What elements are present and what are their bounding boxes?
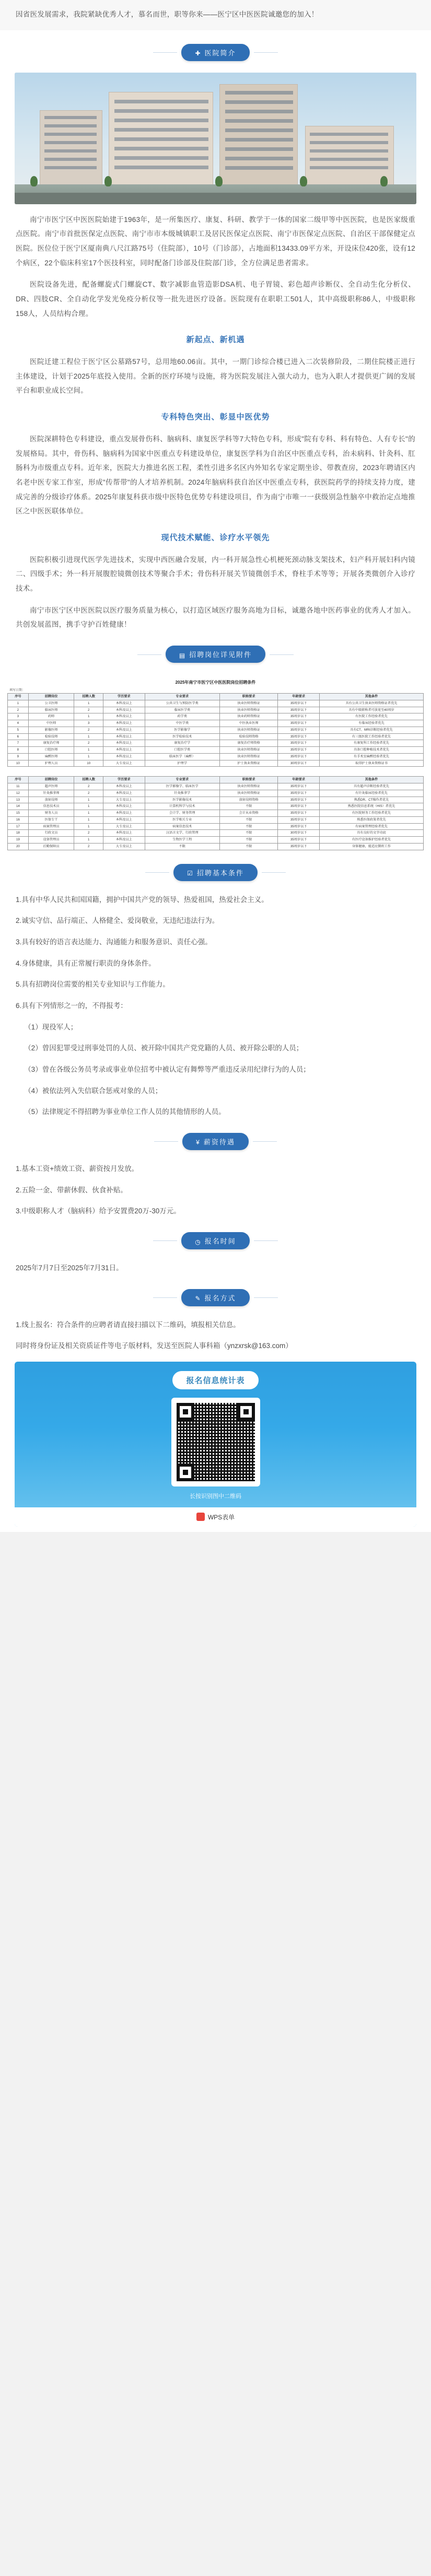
table-header-cell: 其他条件 [319, 777, 423, 783]
table-cell: 大专及以上 [103, 843, 145, 850]
checklist-icon: ☑ [187, 870, 194, 877]
table-cell: 不限 [219, 803, 277, 810]
recruit-table-1-meta: 填写日期： [9, 689, 26, 693]
table-row [8, 753, 424, 760]
table-cell: 有病案管理经验者优先 [319, 823, 423, 830]
table-cell: 财务人员 [28, 810, 74, 817]
table-cell: 中医师 [28, 720, 74, 727]
table-cell: 熟悉DR、CT操作者优先 [319, 797, 423, 803]
table-cell: 本科及以上 [103, 740, 145, 747]
table-row [8, 803, 424, 810]
section-pill-basic-conditions [173, 864, 258, 881]
table-cell: 本科及以上 [103, 816, 145, 823]
table-cell: 8 [8, 747, 29, 754]
table-header-cell: 招聘岗位 [28, 777, 74, 783]
condition-item: 1.具有中华人民共和国国籍，拥护中国共产党的领导、热爱祖国，热爱社会主义。 [16, 895, 269, 904]
table-cell: 本科及以上 [103, 727, 145, 733]
table-cell: 本科及以上 [103, 713, 145, 720]
section-label-signup-time: 报名时间 [204, 1237, 236, 1245]
table-cell: 1 [74, 700, 103, 707]
table-cell: 取得护士执业资格证书 [319, 760, 423, 767]
recruit-table-1-block [0, 672, 431, 767]
table-cell: 生物医学工程 [145, 837, 219, 844]
table-cell: 35周岁以下 [278, 823, 320, 830]
table-cell: 35周岁以下 [278, 733, 320, 740]
signup-time-block [0, 1259, 431, 1275]
table-header-cell: 其他条件 [319, 694, 423, 700]
table-cell: 35周岁以下 [278, 843, 320, 850]
table-cell: 口腔医学类 [145, 747, 219, 754]
table-cell: 设备管理员 [28, 837, 74, 844]
table-cell: 行政文员 [28, 830, 74, 837]
table-cell: 后勤保障员 [28, 843, 74, 850]
table-cell: 执业医师资格证 [219, 747, 277, 754]
table-cell: 护士执业资格证 [219, 760, 277, 767]
table-header-cell: 招聘岗位 [28, 694, 74, 700]
table-cell: 检验技师 [28, 733, 74, 740]
table-cell: 35周岁以下 [278, 797, 320, 803]
table-cell: 具有良好的文字功底 [319, 830, 423, 837]
hero-image-container [0, 71, 431, 209]
table-cell: 不限 [219, 816, 277, 823]
table-cell: 2 [74, 783, 103, 790]
section-header-salary [0, 1133, 431, 1150]
recruit-table-1 [7, 693, 424, 767]
table-cell: 本科及以上 [103, 790, 145, 797]
recruit-table-2-block [0, 767, 431, 850]
table-cell: 2 [74, 727, 103, 733]
table-cell: 不限 [219, 837, 277, 844]
qr-footer-label: WPS表单 [207, 1513, 235, 1521]
table-cell: 计算机科学与技术 [145, 803, 219, 810]
table-cell: 15 [8, 810, 29, 817]
table-cell: 有康复科工作经验者优先 [319, 740, 423, 747]
table-cell: 1 [74, 747, 103, 754]
table-cell: 中医学类 [145, 720, 219, 727]
table-header-row [8, 694, 424, 700]
section-pill-overview [181, 44, 249, 61]
table-cell: 不限 [145, 843, 219, 850]
table-cell: 35周岁以下 [278, 720, 320, 727]
table-cell: 本科及以上 [103, 837, 145, 844]
table-row [8, 843, 424, 850]
table-cell: 本科及以上 [103, 733, 145, 740]
table-cell: 4 [8, 720, 29, 727]
table-cell: 汉语言文学、行政管理 [145, 830, 219, 837]
table-cell: 有医疗设备维护经验者优先 [319, 837, 423, 844]
apply-item: 同时将身份证及相关资质证件等电子版材料，发送至医院人事科箱（ynzxrsk@163.com） [16, 1342, 293, 1350]
table-cell: 30周岁以下 [278, 760, 320, 767]
table-cell: 本科及以上 [103, 720, 145, 727]
intro-banner [0, 0, 431, 30]
table-cell: 35周岁以下 [278, 753, 320, 760]
hospital-building-photo [15, 73, 416, 204]
section-label-basic-conditions: 招聘基本条件 [196, 869, 244, 877]
table-cell: 药学类 [145, 713, 219, 720]
condition-item: 6.具有下列情形之一的，不得报考： [16, 1001, 127, 1010]
table-cell: 医学影像技术 [145, 797, 219, 803]
table-cell: 35周岁以下 [278, 783, 320, 790]
qr-code-frame[interactable] [171, 1398, 260, 1486]
table-cell: 35周岁以下 [278, 837, 320, 844]
table-cell: 35周岁以下 [278, 816, 320, 823]
table-cell: 14 [8, 803, 29, 810]
table-header-cell: 学历要求 [103, 694, 145, 700]
subheading-new-start: 新起点、新机遇 [186, 335, 245, 345]
table-cell: 本科及以上 [103, 783, 145, 790]
table-cell: 医学相关专业 [145, 816, 219, 823]
table-header-cell: 专业要求 [145, 694, 219, 700]
table-header-cell: 招聘人数 [74, 777, 103, 783]
subheading-specialty: 专科特色突出、彰显中医优势 [161, 413, 270, 422]
table-cell: 公共卫生与预防医学类 [145, 700, 219, 707]
table-cell: 麻醉医师 [28, 753, 74, 760]
table-cell: 针灸推拿师 [28, 790, 74, 797]
table-cell: 13 [8, 797, 29, 803]
table-cell: 5 [8, 727, 29, 733]
overview-section [0, 209, 431, 632]
table-cell: 康复治疗学 [145, 740, 219, 747]
table-cell: 病案信息技术 [145, 823, 219, 830]
table-cell: 护理人员 [28, 760, 74, 767]
table-cell: 医学检验技术 [145, 733, 219, 740]
qr-signup-card[interactable] [15, 1362, 416, 1527]
table-row [8, 747, 424, 754]
recruit-table-2 [7, 776, 424, 850]
table-cell: 本科及以上 [103, 700, 145, 707]
table-cell: 35周岁以下 [278, 810, 320, 817]
table-header-cell: 职称要求 [219, 694, 277, 700]
salary-item: 1.基本工资+绩效工资、薪资按月发放。 [16, 1164, 139, 1173]
section-label-recruit-plan: 招聘岗位详见附件 [189, 651, 252, 659]
table-row [8, 810, 424, 817]
table-cell: 临床医学类 [145, 707, 219, 713]
qr-code-image[interactable] [177, 1403, 255, 1481]
table-cell: 医学影像学、临床医学 [145, 783, 219, 790]
wps-logo-icon [196, 1513, 205, 1521]
table-cell: 35周岁以下 [278, 727, 320, 733]
table-cell: 针灸推拿学 [145, 790, 219, 797]
table-cell: 熟悉医保政策者优先 [319, 816, 423, 823]
table-cell: 执业医师资格证 [219, 727, 277, 733]
table-cell: 2 [74, 740, 103, 747]
intro-text: 因省医发展需求，我院紧缺优秀人才，慕名而世，职等你来——医宁区中医医院诚邀您的加入！ [16, 10, 319, 18]
table-cell: 有三级医院工作经验者优先 [319, 733, 423, 740]
signup-time-text: 2025年7月7日至2025年7月31日。 [16, 1263, 123, 1272]
condition-subitem: （4）被依法列入失信联合惩戒对象的人员； [24, 1086, 162, 1095]
table-cell: 身体健康，能适应倒班工作 [319, 843, 423, 850]
table-cell: 具有中级职称者可放宽至40周岁 [319, 707, 423, 713]
table-cell: 1 [74, 810, 103, 817]
pencil-icon: ✎ [195, 1295, 202, 1303]
table-cell: 不限 [219, 823, 277, 830]
table-header-cell: 序号 [8, 777, 29, 783]
section-header-apply [0, 1289, 431, 1306]
condition-subitem: （5）法律规定不得招聘为事业单位工作人员的其他情形的人员。 [24, 1108, 226, 1116]
table-row [8, 823, 424, 830]
table-cell: 10 [8, 760, 29, 767]
table-cell: 1 [74, 797, 103, 803]
table-cell: 6 [8, 733, 29, 740]
table-header-cell: 年龄要求 [278, 777, 320, 783]
table-cell: 35周岁以下 [278, 803, 320, 810]
section-pill-apply [181, 1289, 249, 1306]
table-cell: 本科及以上 [103, 753, 145, 760]
table-cell: 1 [74, 816, 103, 823]
table-row [8, 713, 424, 720]
section-pill-salary [182, 1133, 249, 1150]
table-cell: 12 [8, 790, 29, 797]
table-row [8, 700, 424, 707]
table-cell: 具有CT、MRI诊断经验者优先 [319, 727, 423, 733]
table-header-cell: 专业要求 [145, 777, 219, 783]
table-cell: 35周岁以下 [278, 713, 320, 720]
table-row [8, 816, 424, 823]
table-cell: 1 [74, 713, 103, 720]
condition-item: 4.身体健康，具有正常履行职责的身体条件。 [16, 959, 156, 967]
section-pill-signup-time [181, 1232, 250, 1249]
table-cell: 2 [74, 843, 103, 850]
section-label-salary: 薪资待遇 [203, 1138, 235, 1146]
table-cell: 7 [8, 740, 29, 747]
clock-icon: ◷ [195, 1238, 202, 1246]
table-cell: 2 [8, 707, 29, 713]
table-cell: 2 [74, 790, 103, 797]
apply-method-block [0, 1316, 431, 1353]
overview-paragraph: 南宁市医宁区中医医院以医疗服务质量为核心，以打造区域医疗服务高地为目标，诚邀各地中医药事业的优秀人才加入。共创发展蓝图，携手守护百姓健康！ [16, 606, 415, 629]
table-cell: 执业医师资格证 [219, 753, 277, 760]
table-cell: 康复治疗师 [28, 740, 74, 747]
table-cell: 不限 [219, 843, 277, 850]
section-header-basic-conditions [0, 864, 431, 881]
table-cell: 1 [74, 823, 103, 830]
table-cell: 16 [8, 816, 29, 823]
money-icon: ¥ [196, 1139, 201, 1146]
table-cell: 大专及以上 [103, 797, 145, 803]
table-row [8, 760, 424, 767]
condition-item: 5.具有招聘岗位需要的相关专业知识与工作能力。 [16, 980, 170, 989]
section-label-overview: 医院简介 [204, 49, 236, 57]
table-row [8, 830, 424, 837]
table-cell: 本科及以上 [103, 830, 145, 837]
subheading-technology: 现代技术赋能、诊疗水平领先 [161, 533, 270, 542]
section-header-recruit-plan [0, 646, 431, 663]
table-cell: 不限 [219, 830, 277, 837]
table-cell: 1 [8, 700, 29, 707]
section-header-signup-time [0, 1232, 431, 1249]
table-cell: 放射技师 [28, 797, 74, 803]
table-cell: 影像医师 [28, 727, 74, 733]
table-cell: 口腔医师 [28, 747, 74, 754]
table-cell: 1 [74, 753, 103, 760]
salary-list [0, 1160, 431, 1219]
table-cell: 执业医师资格证 [219, 700, 277, 707]
table-cell: 35周岁以下 [278, 707, 320, 713]
table-row [8, 790, 424, 797]
salary-item: 2.五险一金、带薪休假、伙食补贴。 [16, 1186, 127, 1194]
table-cell: 3 [8, 713, 29, 720]
table-cell: 执业医师资格证 [219, 783, 277, 790]
table-cell: 信息技术员 [28, 803, 74, 810]
table-row [8, 733, 424, 740]
table-cell: 35周岁以下 [278, 790, 320, 797]
table-cell: 具有公共卫生执业医师资格证者优先 [319, 700, 423, 707]
table-cell: 有手术室麻醉经验者优先 [319, 753, 423, 760]
table-cell: 19 [8, 837, 29, 844]
table-cell: 有临床经验者优先 [319, 720, 423, 727]
table-cell: 本科及以上 [103, 803, 145, 810]
table-row [8, 783, 424, 790]
qr-card-subtitle: 长按识别图中二维码 [190, 1493, 241, 1500]
table-cell: 执业医师资格证 [219, 707, 277, 713]
table-cell: 有医院财务工作经验者优先 [319, 810, 423, 817]
basic-conditions-list [0, 891, 431, 1119]
table-cell: 病案管理员 [28, 823, 74, 830]
table-cell: 1 [74, 803, 103, 810]
apply-item: 1.线上报名：符合条件的应聘者请直接扫描以下二维码，填报相关信息。 [16, 1320, 240, 1329]
table-header-cell: 学历要求 [103, 777, 145, 783]
table-cell: 公卫医师 [28, 700, 74, 707]
table-cell: 1 [74, 733, 103, 740]
recruit-table-1-title: 2025年南宁市医宁区中医医院岗位招聘条件 [175, 680, 256, 685]
condition-subitem: （2）曾因犯罪受过刑事处罚的人员、被开除中国共产党党籍的人员、被开除公职的人员； [24, 1044, 304, 1052]
table-cell: 9 [8, 753, 29, 760]
table-row [8, 797, 424, 803]
table-cell: 执业医师资格证 [219, 790, 277, 797]
table-row [8, 707, 424, 713]
table-cell: 35周岁以下 [278, 740, 320, 747]
overview-paragraph: 南宁市医宁区中医医院始建于1963年，是一所集医疗、康复、科研、教学于一体的国家二级甲等中医医院，也是医家级重点医院。南宁市首批医保定点医院、南宁市市本级城镇职工及居民医保定点医院、南宁市医保定点医院、自治区干部保健定点医院。医位位于医宁区厦南典八尺江路75号（住院部），10号（门诊部），占地面积13433.09平方米，开设床位420张，设有12个病区，22个临床科室17个医技科室，同时配备门诊部及住院部门诊，全方位满足患者需求。 [16, 215, 415, 267]
table-cell: 护理学 [145, 760, 219, 767]
table-header-cell: 年龄要求 [278, 694, 320, 700]
table-row [8, 740, 424, 747]
table-cell: 大专及以上 [103, 823, 145, 830]
table-cell: 中医执业医师 [219, 720, 277, 727]
table-cell: 18 [8, 830, 29, 837]
table-cell: 35周岁以下 [278, 747, 320, 754]
section-label-apply: 报名方式 [204, 1294, 236, 1302]
table-cell: 17 [8, 823, 29, 830]
table-header-cell: 招聘人数 [74, 694, 103, 700]
condition-item: 2.诚实守信、品行端正、人格健全、爱岗敬业，无违纪违法行为。 [16, 917, 219, 925]
table-cell: 医保专干 [28, 816, 74, 823]
table-header-row [8, 777, 424, 783]
table-cell: 有医院工作经验者优先 [319, 713, 423, 720]
table-cell: 2 [74, 830, 103, 837]
section-header-overview [0, 44, 431, 61]
table-cell: 35周岁以下 [278, 700, 320, 707]
table-cell: 本科及以上 [103, 747, 145, 754]
table-cell: 1 [74, 837, 103, 844]
hospital-icon: ✚ [195, 50, 202, 57]
table-cell: 康复治疗师资格 [219, 740, 277, 747]
overview-paragraph: 医院深耕特色专科建设，重点发展骨伤科、脑病科、康复医学科等7大特色专科，形成"院有专科、科有特色、人有专长"的发展格局。其中，骨伤科、脑病科为国家中医重点专科建设单位，康复医学科为自治区中医重点专科，治未病科、针灸科、肛肠科为市级重点专科。近年来，医院大力推进名医工程，柔性引进多名区内外知名专家定期坐诊、带教查房，2023年聘请区内名老中医专家工作室，形成"传帮带"的人才培养机制。2024年脑病科获自治区中医重点专科，获医院药学的持续支持力度，建成完善的分级诊疗体系。2025年康复科获市级中医特色优势专科建设项目，作为南宁市唯一一获级别急性脑卒中救治定点地推区之中医医联体单位。 [16, 435, 415, 516]
table-cell: 会计从业资格 [219, 810, 277, 817]
table-cell: 检验技师资格 [219, 733, 277, 740]
document-icon: ▤ [179, 651, 187, 659]
table-cell: 大专及以上 [103, 760, 145, 767]
table-cell: 医学影像学 [145, 727, 219, 733]
table-cell: 临床医师 [28, 707, 74, 713]
table-header-cell: 职称要求 [219, 777, 277, 783]
table-header-cell: 序号 [8, 694, 29, 700]
condition-subitem: （3）曾在各级公务员考录或事业单位招考中被认定有舞弊等严重违反录用纪律行为的人员； [24, 1065, 310, 1073]
overview-paragraph: 医院积极引进现代医学先进技术，实现中西医融合发展，内一科开展急性心机梗死颈动脉支架技术，妇产科开展妇科内镜二、四级手术；外一科开展腹腔镜微创技术等聚合手术；骨伤科开展关节镜微创手术，脊柱手术等等；开展各类微创介入诊疗技术。 [16, 555, 415, 593]
table-cell: 药师 [28, 713, 74, 720]
section-pill-recruit-plan [166, 646, 265, 663]
condition-subitem: （1）现役军人； [24, 1023, 78, 1031]
table-cell: 30周岁以下 [278, 830, 320, 837]
table-cell: 会计学、财务管理 [145, 810, 219, 817]
table-cell: 20 [8, 843, 29, 850]
table-cell: 本科及以上 [103, 707, 145, 713]
condition-item: 3.具有较好的语言表达能力、沟通能力和服务意识、责任心强。 [16, 938, 212, 946]
overview-paragraph: 医院迁建工程位于医宁区公墓路57号，总用地60.06亩。其中，一期门诊综合楼已进入二次装修阶段，二期住院楼正进行主体建设，计划于2025年底投入使用。全新的医疗环境与设施，将为医院发展注入强大动力，也为入职人才提供更广阔的发展平台和职业成长空间。 [16, 358, 415, 395]
table-cell: 具备口腔种植技术者优先 [319, 747, 423, 754]
qr-card-title: 报名信息统计表 [172, 1371, 258, 1389]
table-cell: 熟悉医院信息系统（HIS）者优先 [319, 803, 423, 810]
table-cell: 放射技师资格 [219, 797, 277, 803]
overview-paragraph: 医院设备先进，配备螺旋式门螺旋CT、数字减影血管造影DSA机、电子胃镜、彩色超声诊断仪、全自动生化分析仪、DR、四肢CR、全自动化学发光免疫分析仪等一批先进医疗设备。医院现有在职职工501人，其中高级职称86人，中级职称158人，人员结构合理。 [16, 280, 415, 318]
table-cell: 执业药师资格证 [219, 713, 277, 720]
qr-card-footer [15, 1507, 416, 1527]
table-cell: 3 [74, 720, 103, 727]
table-cell: 11 [8, 783, 29, 790]
table-cell: 有针灸临床经验者优先 [319, 790, 423, 797]
table-cell: 临床医学（麻醉） [145, 753, 219, 760]
table-row [8, 727, 424, 733]
table-cell: 具有超声诊断经验者优先 [319, 783, 423, 790]
table-cell: 2 [74, 707, 103, 713]
table-cell: 10 [74, 760, 103, 767]
table-cell: 超声医师 [28, 783, 74, 790]
table-cell: 本科及以上 [103, 810, 145, 817]
salary-item: 3.中级职称人才（脑病科）给予安置费20万-30万元。 [16, 1207, 181, 1215]
table-row [8, 720, 424, 727]
table-row [8, 837, 424, 844]
